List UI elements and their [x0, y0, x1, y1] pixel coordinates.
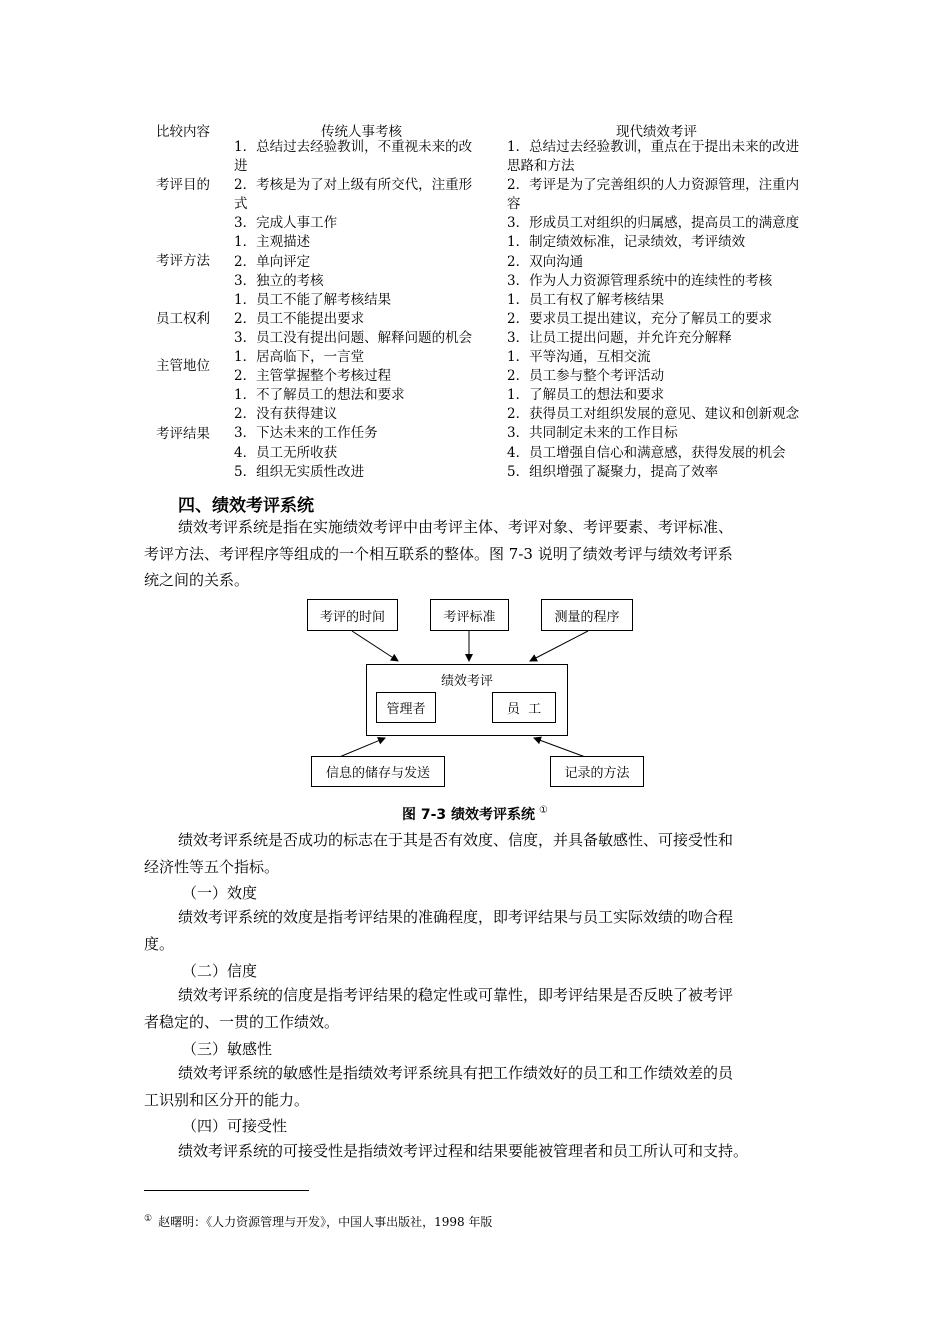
table-cell-line: 1．员工有权了解考核结果: [507, 291, 665, 308]
table-cell-line: 式: [234, 196, 248, 213]
paragraph-line: 度。: [144, 934, 175, 953]
table-cell-line: 2．主管掌握整个考核过程: [234, 368, 392, 385]
table-cell-line: 4．员工无所收获: [234, 444, 338, 461]
table-cell-line: 3．员工没有提出问题、解释问题的机会: [234, 329, 473, 346]
table-header-traditional: 传统人事考核: [321, 124, 402, 140]
subsection-title-acceptability: （四）可接受性: [182, 1117, 288, 1135]
table-cell-line: 4．员工增强自信心和满意感，获得发展的机会: [507, 444, 786, 461]
figure-caption-text: 图 7-3 绩效考评系统: [401, 807, 536, 823]
diagram-box-manager: 管理者: [376, 692, 436, 723]
table-cell-line: 3．下达未来的工作任务: [234, 425, 378, 442]
table-cell-line: 3．独立的考核: [234, 272, 324, 289]
diagram-box-procedure: 测量的程序: [541, 599, 633, 631]
paragraph-line: 统之间的关系。: [144, 571, 250, 589]
table-cell-line: 2．单向评定: [234, 253, 311, 270]
paragraph-line: 绩效考评系统的敏感性是指绩效考评系统具有把工作绩效好的员工和工作绩效差的员: [178, 1064, 734, 1082]
category-purpose: 考评目的: [156, 177, 210, 193]
table-cell-line: 2．获得员工对组织发展的意见、建议和创新观念: [507, 406, 800, 423]
table-cell-line: 1．总结过去经验教训，不重视未来的改: [234, 139, 473, 155]
table-cell-line: 3．作为人力资源管理系统中的连续性的考核: [507, 272, 773, 289]
footnote-separator: [144, 1190, 309, 1191]
table-cell-line: 容: [507, 196, 521, 213]
paragraph-line: 绩效考评系统的信度是指考评结果的稳定性或可靠性，即考评结果是否反映了被考评: [178, 986, 734, 1004]
table-header-modern: 现代绩效考评: [616, 124, 697, 140]
category-supervisor-role: 主管地位: [156, 358, 210, 374]
arrow-record-to-center: [534, 738, 588, 758]
subsection-body-sensitivity: [144, 1060, 733, 1113]
paragraph-line: 绩效考评系统是指在实施绩效考评中由考评主体、考评对象、考评要素、考评标准、: [178, 518, 734, 536]
table-cell-line: 2．考核是为了对上级有所交代，注重形: [234, 177, 473, 194]
category-method: 考评方法: [156, 253, 210, 269]
table-cell-line: 2．双向沟通: [507, 253, 584, 270]
table-cell-line: 1．总结过去经验教训，重点在于提出未来的改进: [507, 139, 800, 155]
subsection-title-reliability: （二）信度: [182, 962, 258, 980]
figure-note-mark: ①: [539, 805, 548, 817]
figure-caption: [0, 804, 950, 824]
footnote-text: 赵曙明：《人力资源管理与开发》，中国人事出版社，1998 年版: [158, 1215, 493, 1229]
table-cell-line: 2．员工不能提出要求: [234, 310, 365, 327]
table-cell-line: 1．了解员工的想法和要求: [507, 387, 665, 404]
arrow-procedure-to-center: [530, 631, 588, 661]
table-header-category: 比较内容: [156, 124, 210, 140]
table-cell-line: 进: [234, 158, 248, 175]
category-result: 考评结果: [156, 426, 210, 442]
subsection-body-validity: [144, 904, 733, 957]
paragraph-line: 经济性等五个指标。: [144, 857, 280, 876]
table-cell-line: 5．组织增强了凝聚力，提高了效率: [507, 463, 719, 480]
diagram-box-time: 考评的时间: [307, 599, 398, 631]
table-cell-line: 2．要求员工提出建议，充分了解员工的要求: [507, 310, 773, 327]
paragraph-line: 考评方法、考评程序等组成的一个相互联系的整体。图 7-3 说明了绩效考评与绩效考评系: [144, 544, 733, 563]
paragraph-line: 绩效考评系统是否成功的标志在于其是否有效度、信度，并具备敏感性、可接受性和: [178, 831, 734, 849]
table-cell-line: 3．完成人事工作: [234, 215, 338, 232]
diagram-box-storage: 信息的储存与发送: [311, 756, 445, 787]
arrow-time-to-center: [352, 631, 398, 661]
table-cell-line: 3．形成员工对组织的归属感，提高员工的满意度: [507, 215, 800, 232]
table-cell-line: 5．组织无实质性改进: [234, 463, 365, 480]
table-cell-line: 1．员工不能了解考核结果: [234, 291, 392, 308]
diagram-box-employee: 员 工: [492, 692, 556, 723]
table-cell-line: 3．共同制定未来的工作目标: [507, 425, 678, 442]
subsection-title-validity: （一）效度: [182, 884, 258, 902]
subsection-body-reliability: [144, 982, 733, 1035]
table-cell-line: 思路和方法: [507, 158, 575, 175]
table-cell-line: 2．考评是为了完善组织的人力资源管理，注重内: [507, 177, 800, 194]
arrow-storage-to-center: [337, 738, 385, 758]
footnote-mark: ①: [144, 1214, 153, 1224]
category-employee-rights: 员工权利: [156, 311, 210, 327]
indicators-paragraph: [144, 827, 733, 880]
subsection-title-sensitivity: （三）敏感性: [182, 1040, 273, 1058]
diagram-box-record-method: 记录的方法: [550, 756, 644, 787]
diagram-center-title: 绩效考评: [440, 674, 493, 689]
footnote: [144, 1213, 492, 1230]
section-heading: 四、绩效考评系统: [178, 496, 314, 516]
table-cell-line: 3．让员工提出问题，并允许充分解释: [507, 329, 732, 346]
table-cell-line: 2．没有获得建议: [234, 406, 338, 423]
subsection-body-acceptability: [144, 1138, 748, 1165]
paragraph-line: 绩效考评系统的可接受性是指绩效考评过程和结果要能被管理者和员工所认可和支持。: [178, 1142, 749, 1160]
table-cell-line: 1．不了解员工的想法和要求: [234, 387, 405, 404]
paragraph-line: 工识别和区分开的能力。: [144, 1090, 310, 1109]
table-cell-line: 1．居高临下，一言堂: [234, 349, 365, 366]
table-cell-line: 2．员工参与整个考评活动: [507, 368, 665, 385]
table-cell-line: 1．主观描述: [234, 234, 311, 251]
diagram-box-standard: 考评标准: [430, 599, 509, 631]
table-cell-line: 1．平等沟通，互相交流: [507, 349, 651, 366]
table-cell-line: 1．制定绩效标准，记录绩效，考评绩效: [507, 234, 746, 251]
paragraph-line: 绩效考评系统的效度是指考评结果的准确程度，即考评结果与员工实际效绩的吻合程: [178, 908, 734, 926]
paragraph-line: 者稳定的、一贯的工作绩效。: [144, 1012, 340, 1031]
